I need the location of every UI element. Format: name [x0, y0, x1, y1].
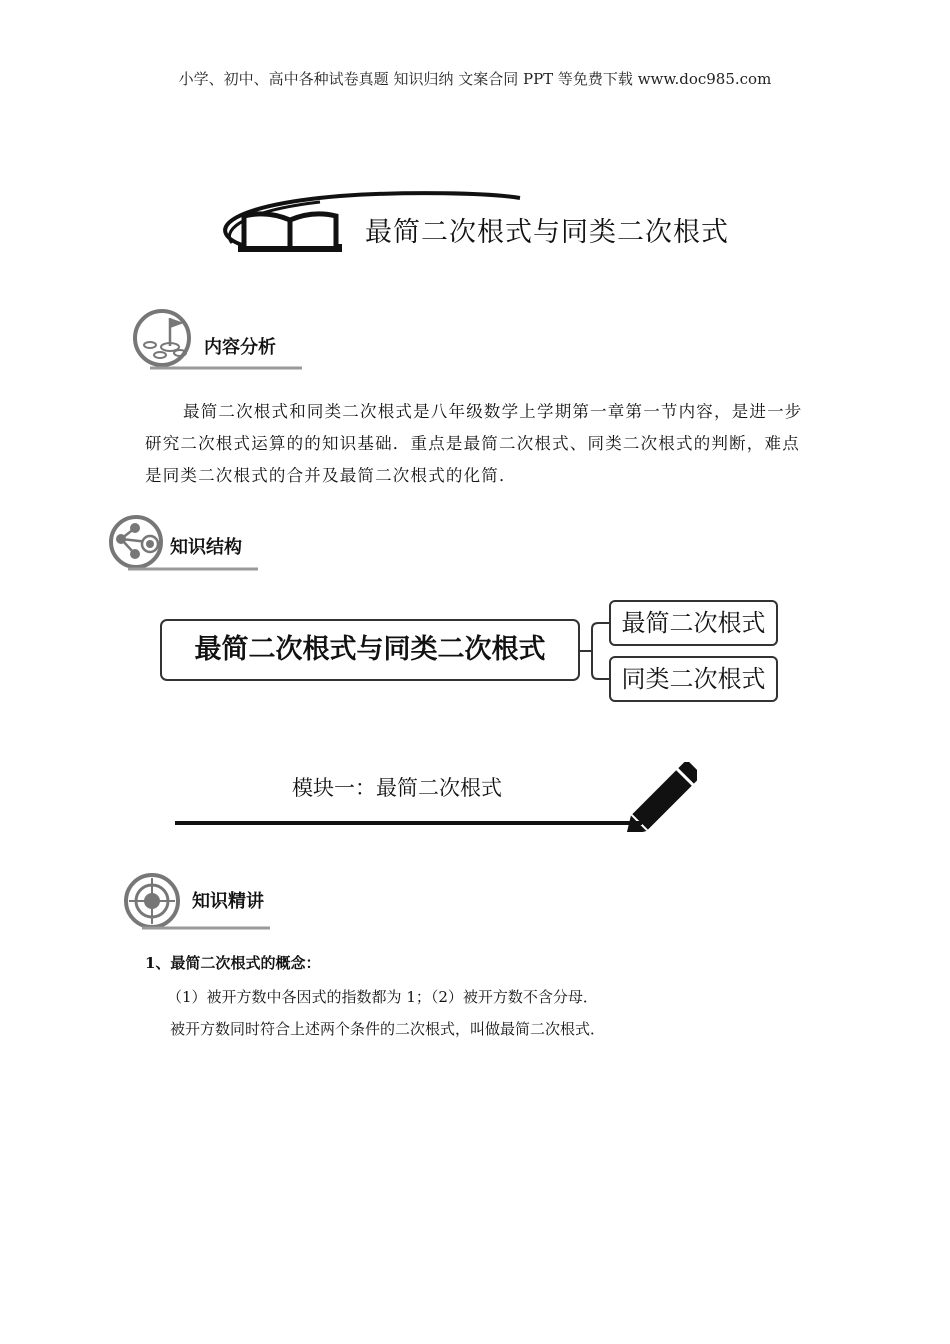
section-label-knowledge-detail: 知识精讲 [192, 891, 264, 912]
mindmap-branch-node: 同类二次根式 [609, 656, 778, 702]
mindmap-main-node: 最简二次根式与同类二次根式 [160, 619, 580, 681]
page-header: 小学、初中、高中各种试卷真题 知识归纳 文案合同 PPT 等免费下载 www.doc985.com [178, 70, 772, 88]
section-label-knowledge-structure: 知识结构 [170, 537, 242, 558]
pencil-icon [172, 762, 697, 832]
module-title: 模块一：最简二次根式 [292, 776, 502, 800]
concept-heading: 1、最简二次根式的概念： [145, 954, 321, 972]
page-title: 最简二次根式与同类二次根式 [365, 217, 729, 248]
section-label-content-analysis: 内容分析 [204, 337, 276, 358]
concept-line-2: 被开方数同时符合上述两个条件的二次根式，叫做最简二次根式． [170, 1020, 606, 1038]
mindmap-branch-node: 最简二次根式 [609, 600, 778, 646]
content-analysis-paragraph: 最简二次根式和同类二次根式是八年级数学上学期第一章第一节内容，是进一步研究二次根式运算的的知识基础．重点是最简二次根式、同类二次根式的判断，难点是同类二次根式的合并及最简二次根式的化简． [145, 402, 803, 485]
concept-line-1: （1）被开方数中各因式的指数都为 1；（2）被开方数不含分母． [167, 988, 598, 1006]
mindmap-connector [578, 620, 612, 682]
